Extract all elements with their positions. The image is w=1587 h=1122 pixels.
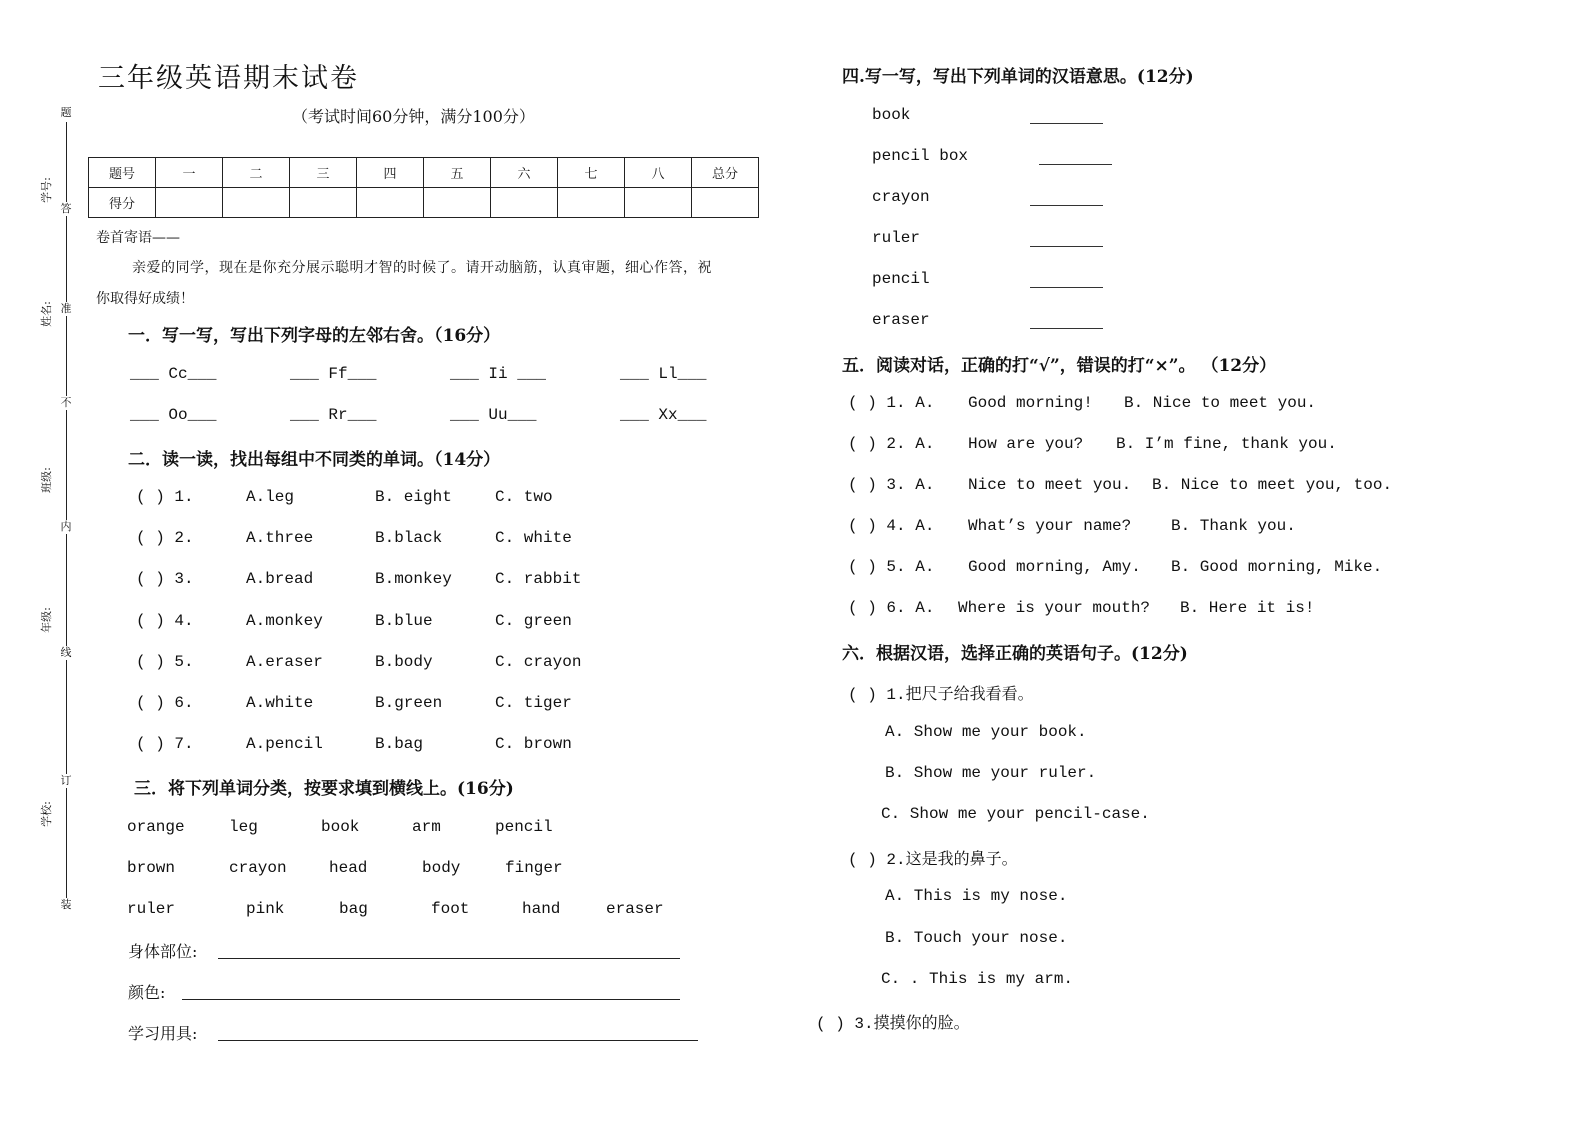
blank-label-body-parts: 身体部位: [128, 942, 198, 961]
question-number[interactable]: ( ) 2. [136, 529, 194, 547]
option-c: C. two [495, 488, 553, 506]
side-label-grade: 年级: [40, 607, 53, 633]
answer-line-body-parts[interactable] [218, 958, 680, 959]
preface-line2: 你取得好成绩！ [96, 291, 194, 307]
choice-option: A. Show me your book. [885, 723, 1087, 741]
binding-char: 准 [58, 302, 74, 316]
dialogue-a: Where is your mouth? [958, 599, 1151, 617]
question-2[interactable]: ( ) 2.这是我的鼻子。 [848, 851, 1018, 869]
option-b: B.bag [375, 735, 424, 753]
vocab-word: pencil [872, 270, 930, 288]
answer-line-colors[interactable] [182, 999, 680, 1000]
option-a: A.white [246, 694, 314, 712]
choice-option: A. This is my nose. [885, 887, 1068, 905]
word: head [329, 859, 368, 877]
score-cell: 总分 [692, 158, 759, 188]
question-1[interactable]: ( ) 1.把尺子给我看看。 [848, 686, 1034, 704]
word: hand [522, 900, 561, 918]
word: crayon [229, 859, 287, 877]
score-cell: 一 [156, 158, 223, 188]
option-b: B.monkey [375, 570, 452, 588]
binding-char: 题 [58, 106, 74, 120]
translation-blank[interactable] [1030, 287, 1103, 288]
section1-heading: 一．写一写，写出下列字母的左邻右舍。（16分） [128, 326, 501, 346]
question-number[interactable]: ( ) 4. [136, 612, 194, 630]
letter-item[interactable]: ___ Uu___ [450, 406, 537, 424]
answer-line-stationery[interactable] [218, 1040, 698, 1041]
score-cell: 题号 [89, 158, 156, 188]
vocab-word: ruler [872, 229, 921, 247]
vocab-word: book [872, 106, 911, 124]
option-c: C. crayon [495, 653, 582, 671]
word: brown [127, 859, 176, 877]
dialogue-b: B. Nice to meet you, too. [1152, 476, 1393, 494]
side-label-class: 班级: [40, 467, 53, 493]
word: pink [246, 900, 285, 918]
vocab-word: crayon [872, 188, 930, 206]
binding-line [66, 122, 67, 912]
question-number[interactable]: ( ) 2. A. [848, 435, 935, 453]
dialogue-a: Good morning, Amy. [968, 558, 1141, 576]
binding-char: 线 [58, 646, 74, 660]
section6-heading: 六．根据汉语，选择正确的英语句子。(12分) [842, 644, 1188, 664]
score-table [88, 157, 759, 218]
letter-item[interactable]: ___ Cc___ [130, 365, 217, 383]
question-number[interactable]: ( ) 6. A. [848, 599, 935, 617]
side-label-name: 姓名: [40, 301, 53, 327]
option-b: B.black [375, 529, 443, 547]
word: ruler [127, 900, 176, 918]
section4-heading: 四.写一写，写出下列单词的汉语意思。(12分) [842, 67, 1194, 87]
dialogue-a: Nice to meet you. [968, 476, 1132, 494]
option-a: A.bread [246, 570, 314, 588]
score-input-cell[interactable] [223, 188, 290, 218]
score-input-cell[interactable] [558, 188, 625, 218]
binding-char: 装 [58, 898, 74, 912]
option-c: C. green [495, 612, 572, 630]
question-number[interactable]: ( ) 1. [136, 488, 194, 506]
score-cell: 四 [357, 158, 424, 188]
score-input-cell[interactable] [625, 188, 692, 218]
dialogue-b: B. Here it is! [1180, 599, 1315, 617]
option-a: A.monkey [246, 612, 323, 630]
option-c: C. tiger [495, 694, 572, 712]
blank-label-stationery: 学习用具: [128, 1024, 198, 1043]
score-input-cell[interactable] [491, 188, 558, 218]
page-title: 三年级英语期末试卷 [98, 63, 359, 94]
choice-option: B. Touch your nose. [885, 929, 1068, 947]
score-table-score-row [89, 188, 759, 218]
question-number[interactable]: ( ) 3. [136, 570, 194, 588]
blank-label-colors: 颜色: [128, 983, 166, 1002]
letter-item[interactable]: ___ Oo___ [130, 406, 217, 424]
word: pencil [495, 818, 553, 836]
letter-item[interactable]: ___ Ll___ [620, 365, 707, 383]
option-b: B. eight [375, 488, 452, 506]
page-subtitle: （考试时间60分钟，满分100分） [292, 107, 535, 126]
letter-item[interactable]: ___ Ii ___ [450, 365, 547, 383]
word: bag [339, 900, 368, 918]
section5-heading: 五．阅读对话，正确的打“√”，错误的打“×”。 （12分） [842, 356, 1277, 376]
side-label-student-id: 学号: [40, 177, 53, 203]
option-a: A.pencil [246, 735, 323, 753]
dialogue-b: B. I’m fine, thank you. [1116, 435, 1337, 453]
question-number[interactable]: ( ) 5. A. [848, 558, 935, 576]
translation-blank[interactable] [1030, 205, 1103, 206]
translation-blank[interactable] [1039, 164, 1112, 165]
word: eraser [606, 900, 664, 918]
question-number[interactable]: ( ) 5. [136, 653, 194, 671]
question-number[interactable]: ( ) 1. A. [848, 394, 935, 412]
option-b: B.blue [375, 612, 433, 630]
score-input-cell[interactable] [692, 188, 759, 218]
score-cell: 六 [491, 158, 558, 188]
score-cell: 二 [223, 158, 290, 188]
word: arm [412, 818, 441, 836]
translation-blank[interactable] [1030, 123, 1103, 124]
option-b: B.body [375, 653, 433, 671]
dialogue-b: B. Nice to meet you. [1124, 394, 1317, 412]
question-number[interactable]: ( ) 7. [136, 735, 194, 753]
dialogue-a: What’s your name? [968, 517, 1132, 535]
question-3[interactable]: ( ) 3.摸摸你的脸。 [816, 1015, 970, 1033]
binding-char: 订 [58, 774, 74, 788]
question-number[interactable]: ( ) 3. A. [848, 476, 935, 494]
dialogue-a: Good morning! [968, 394, 1093, 412]
translation-blank[interactable] [1030, 246, 1103, 247]
option-a: A.three [246, 529, 314, 547]
dialogue-b: B. Good morning, Mike. [1171, 558, 1383, 576]
dialogue-a: How are you? [968, 435, 1084, 453]
option-b: B.green [375, 694, 443, 712]
vocab-word: eraser [872, 311, 930, 329]
word: book [321, 818, 360, 836]
choice-option: B. Show me your ruler. [885, 764, 1097, 782]
letter-item[interactable]: ___ Rr___ [290, 406, 377, 424]
binding-char: 答 [58, 202, 74, 216]
score-table-header-row [89, 158, 759, 188]
question-number[interactable]: ( ) 6. [136, 694, 194, 712]
section3-heading: 三．将下列单词分类，按要求填到横线上。(16分) [134, 779, 514, 799]
translation-blank[interactable] [1030, 328, 1103, 329]
side-label-school: 学校: [40, 801, 53, 827]
score-cell: 五 [424, 158, 491, 188]
option-c: C. rabbit [495, 570, 582, 588]
score-input-cell[interactable] [156, 188, 223, 218]
option-c: C. brown [495, 735, 572, 753]
score-cell: 得分 [89, 188, 156, 218]
score-input-cell[interactable] [357, 188, 424, 218]
score-input-cell[interactable] [424, 188, 491, 218]
choice-option: C. Show me your pencil-case. [881, 805, 1150, 823]
preface-line1: 亲爱的同学，现在是你充分展示聪明才智的时候了。请开动脑筋，认真审题，细心作答，祝 [132, 260, 712, 276]
score-cell: 三 [290, 158, 357, 188]
vocab-word: pencil box [872, 147, 969, 165]
letter-item[interactable]: ___ Ff___ [290, 365, 377, 383]
binding-char: 不 [58, 396, 74, 410]
score-input-cell[interactable] [290, 188, 357, 218]
preface-heading: 卷首寄语—— [96, 230, 180, 246]
word: leg [229, 818, 258, 836]
section2-heading: 二．读一读，找出每组中不同类的单词。（14分） [128, 450, 501, 470]
dialogue-b: B. Thank you. [1171, 517, 1296, 535]
option-c: C. white [495, 529, 572, 547]
option-a: A.eraser [246, 653, 323, 671]
score-cell: 八 [625, 158, 692, 188]
option-a: A.leg [246, 488, 295, 506]
word: body [422, 859, 461, 877]
question-number[interactable]: ( ) 4. A. [848, 517, 935, 535]
word: finger [505, 859, 563, 877]
word: foot [431, 900, 470, 918]
score-cell: 七 [558, 158, 625, 188]
choice-option: C. . This is my arm. [881, 970, 1074, 988]
word: orange [127, 818, 185, 836]
letter-item[interactable]: ___ Xx___ [620, 406, 707, 424]
binding-char: 内 [58, 520, 74, 534]
